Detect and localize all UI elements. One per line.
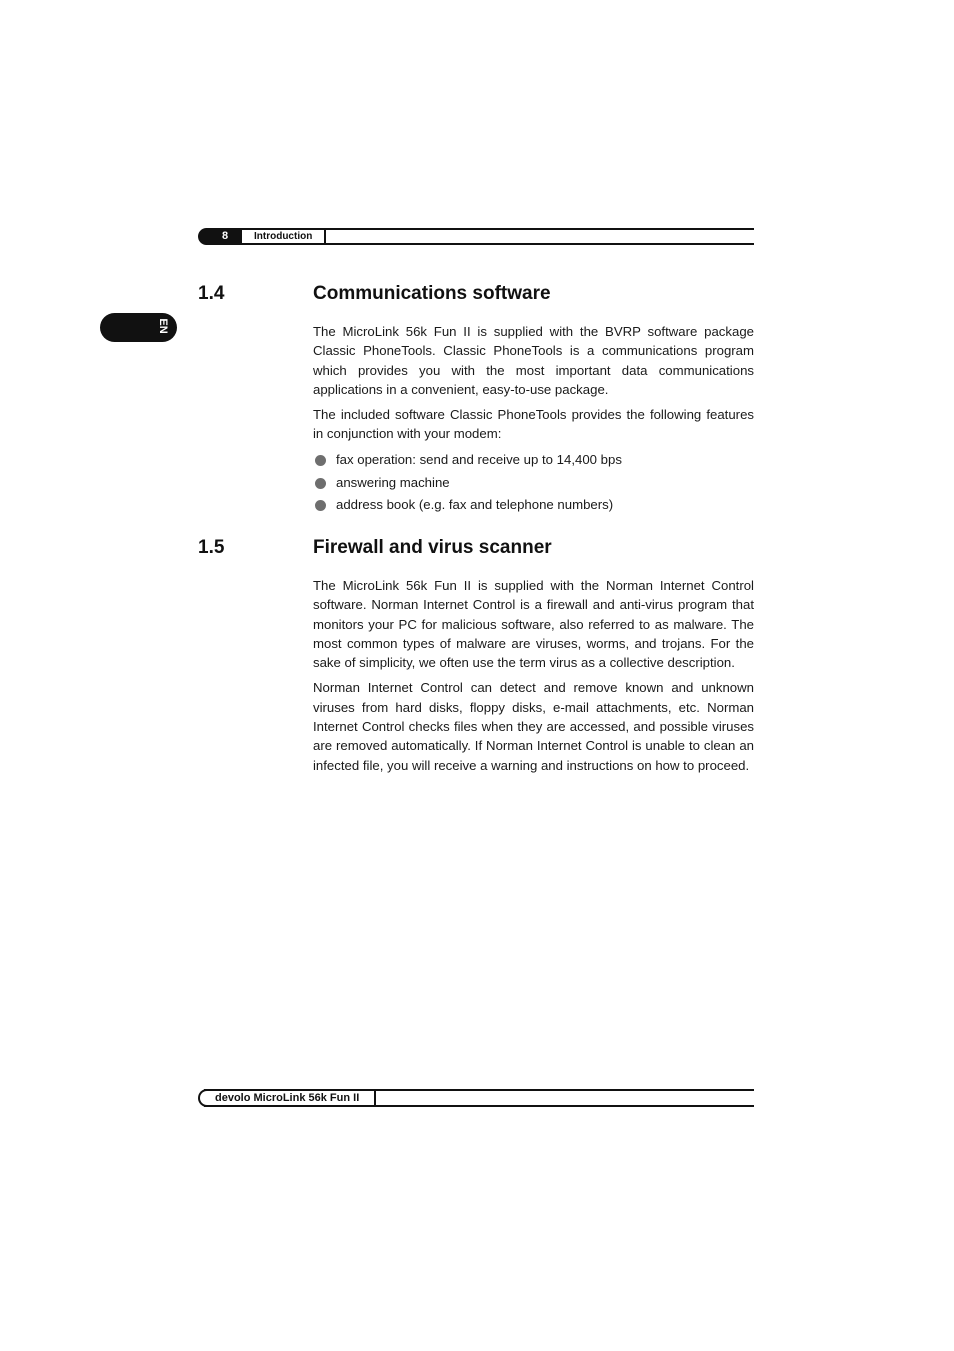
- header-section-label: Introduction: [254, 231, 313, 242]
- list-item: [313, 472, 754, 495]
- list-item: [313, 494, 754, 517]
- paragraph: The MicroLink 56k Fun II is supplied with the Norman Internet Control software. Norman Internet Control is a firewall and anti-virus program that monitors your PC for malicious software, also referred to as malware. The most common types of malware are viruses, worms, and trojans. For the sake of simplicity, we often use the term virus as a collective description.: [313, 578, 754, 671]
- section-number-1-5: 1.5: [198, 537, 225, 558]
- paragraph: Norman Internet Control can detect and remove known and unknown viruses from hard disks, floppy disks, e-mail attachments, etc. Norman Internet Control checks files when they are accessed, and possible viruses are removed automatically. If Norman Internet Control is unable to clean an infected file, you will receive a warning and instructions on how to proceed.: [313, 680, 754, 773]
- paragraph: The included software Classic PhoneTools provides the following features in conjunction with your modem:: [313, 407, 754, 442]
- page-number: 8: [208, 228, 242, 245]
- bullet-icon: [315, 478, 326, 489]
- page-header: [198, 228, 754, 246]
- footer-divider: [374, 1089, 376, 1107]
- section-number-1-4: 1.4: [198, 283, 225, 304]
- header-divider: [324, 228, 326, 245]
- footer-product-label: devolo MicroLink 56k Fun II: [215, 1092, 360, 1104]
- footer-cap: [198, 1089, 210, 1107]
- section-1-4-body: [313, 322, 754, 450]
- section-1-5-body: [313, 576, 754, 781]
- list-item-text: answering machine: [336, 474, 450, 490]
- list-item-text: fax operation: send and receive up to 14,400 bps: [336, 452, 622, 467]
- feature-list: [313, 449, 754, 517]
- bullet-icon: [315, 500, 326, 511]
- paragraph: The MicroLink 56k Fun II is supplied with the BVRP software package Classic PhoneTools. Classic PhoneTools is a communications program which provides you with the most important data communications applications in a convenient, easy-to-use package.: [313, 324, 754, 397]
- list-item-text: address book (e.g. fax and telephone numbers): [336, 497, 614, 512]
- language-tab: [100, 313, 177, 342]
- section-title-1-4: Communications software: [313, 283, 551, 304]
- section-title-1-5: Firewall and virus scanner: [313, 537, 552, 558]
- list-item: [313, 449, 754, 472]
- bullet-icon: [315, 455, 326, 466]
- language-tab-label: EN: [157, 318, 169, 334]
- page-footer: [198, 1089, 754, 1108]
